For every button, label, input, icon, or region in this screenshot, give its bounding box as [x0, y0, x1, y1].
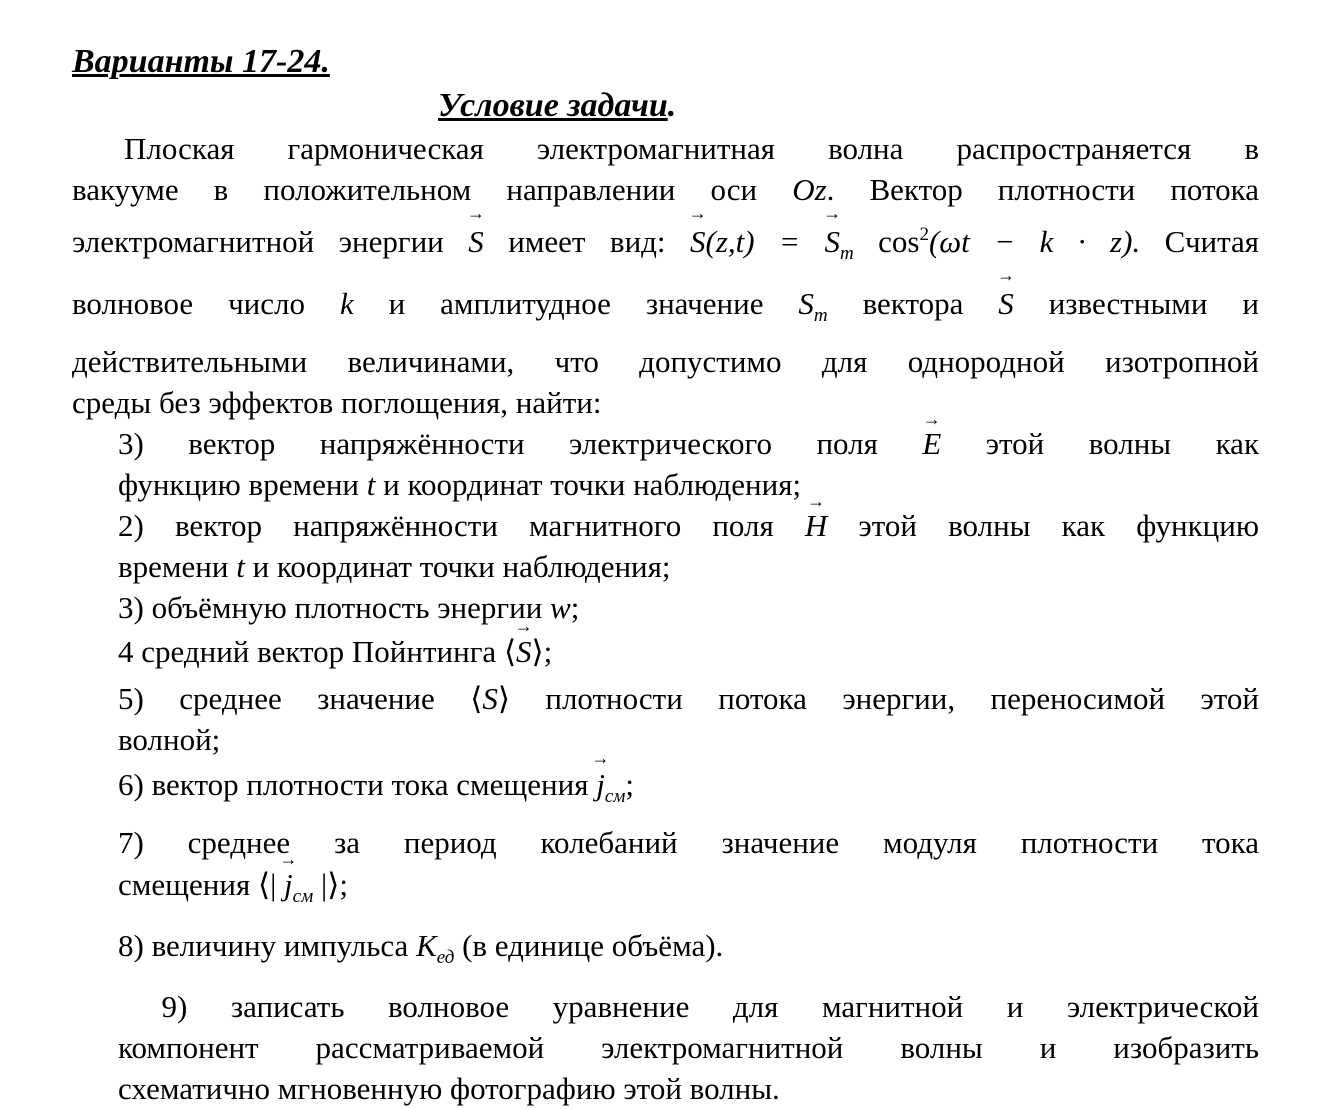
axis-oz: Oz [792, 172, 827, 207]
vector-e: → E [922, 423, 941, 464]
vector-s-2: → S [998, 279, 1014, 329]
task-list [72, 423, 1259, 1109]
problem-intro [72, 128, 1259, 423]
intro-line-5: действительными величинами, что допустимо для однородной изотропной [72, 344, 1259, 379]
wave-number-k: k [339, 286, 354, 321]
task-item-9: 9) записать волновое уравнение для магнитной и электрической компонент рассматриваемой электромагнитной волны и изобразить схематично мгновенную фотографию этой волны. [118, 989, 1259, 1106]
variants-heading-text: Варианты 17-24. [72, 43, 330, 80]
amplitude-sm: $S_m$ [798, 286, 828, 326]
energy-density-w: w [550, 590, 571, 625]
condition-heading-dot: . [667, 87, 677, 124]
condition-heading-text: Условие задачи [438, 87, 668, 124]
document-page [72, 40, 1259, 1109]
displacement-current-j: → $j_{см}$ [596, 767, 625, 802]
intro-line-3: электромагнитной энергии → S имеет вид: → S(z,t) = → $S_m$ $\cos^2(\omega t - k \cdot z)$. Считая [72, 210, 1259, 279]
vector-s: → S [468, 217, 484, 267]
intro-line-4: волновое число k и амплитудное значение $S_m$ вектора → S известными и [72, 279, 1259, 341]
task-item-1: 3) вектор напряжённости электрического поля → E этой волны как функцию времени t и координат точки наблюдения; [72, 423, 1259, 505]
task-item-5: 5) среднее значение ⟨S⟩ плотности потока энергии, переносимой этой волной; [118, 681, 1260, 757]
task-item-4: 4 средний вектор Пойнтинга ⟨→ S⟩; [72, 630, 1259, 674]
mean-abs-j: ⟨| → $j_{см}$ |⟩ [258, 867, 339, 902]
mean-s: ⟨S⟩ [470, 681, 510, 716]
variants-heading [72, 40, 1259, 84]
poynting-formula: → S(z,t) = → $S_m$ $\cos^2(\omega t - k \cdot z)$. [690, 224, 1140, 259]
momentum-k: $K_{ед}$ [416, 928, 455, 968]
intro-line-2: вакууме в положительном направлении оси Oz. Вектор плотности потока [72, 172, 1260, 207]
task-item-6: 6) вектор плотности тока смещения → $j_{см}$; [72, 762, 1259, 820]
task-item-2: 2) вектор напряжённости магнитного поля → H этой волны как функцию времени t и координат точки наблюдения; [72, 505, 1259, 587]
task-item-8: 8) величину импульса $K_{ед}$ (в единице объёма). [118, 928, 724, 968]
task-item-7: 7) среднее за период колебаний значение модуля плотности тока смещения ⟨| → $j_{см}$ |⟩; [72, 822, 1259, 919]
condition-heading [72, 84, 1259, 128]
intro-line-6: среды без эффектов поглощения, найти: [72, 385, 602, 420]
vector-h: → H [805, 505, 827, 546]
task-item-3: 3) объёмную плотность энергии w; [118, 590, 580, 625]
intro-line-1: Плоская гармоническая электромагнитная волна распространяется в [124, 131, 1259, 166]
